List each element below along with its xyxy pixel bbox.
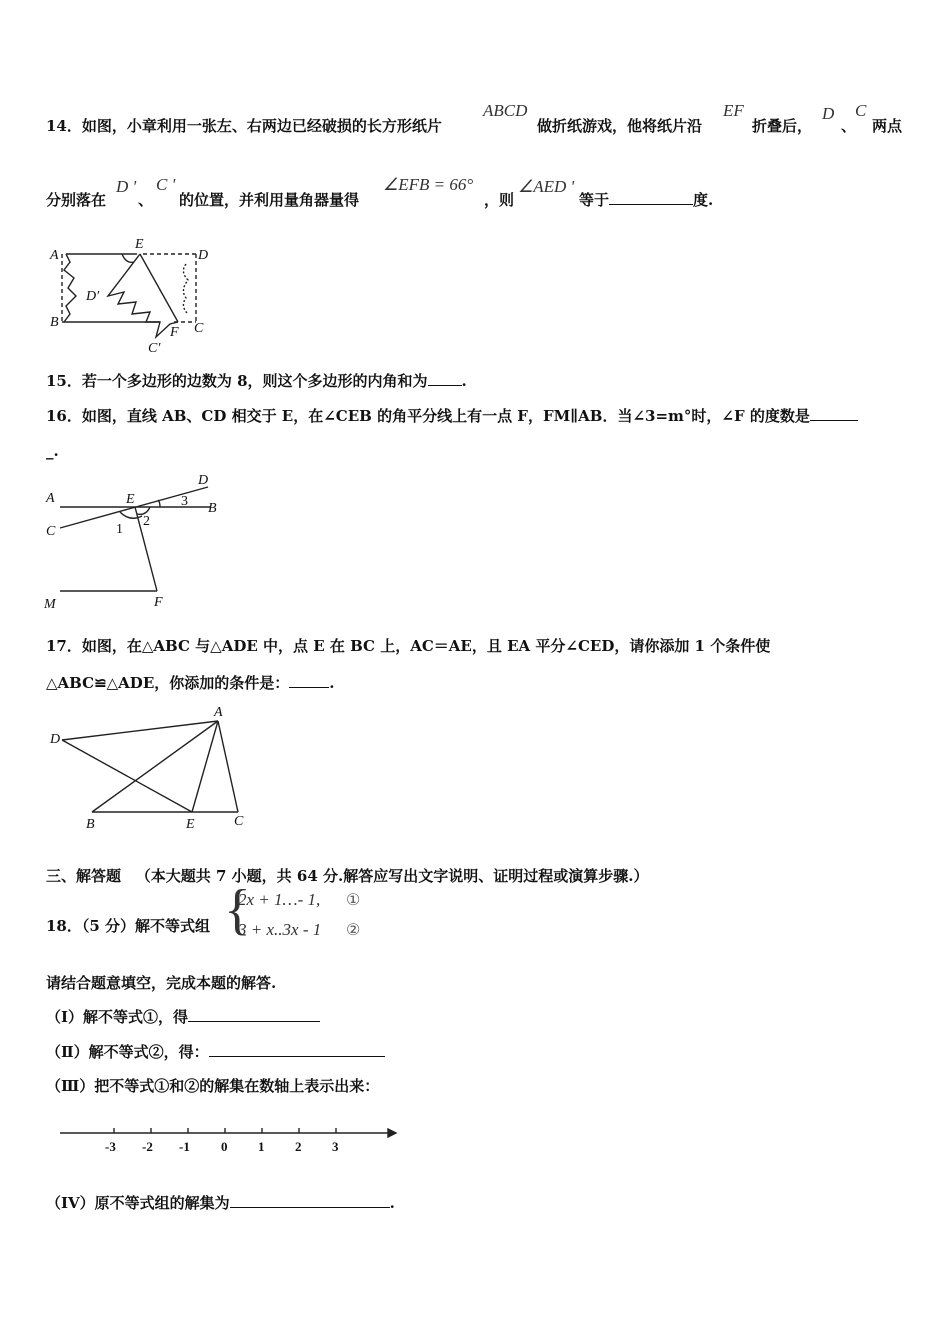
q14-label-e: E	[135, 237, 144, 252]
number-line-label: 3	[332, 1139, 339, 1154]
q18-step4-blank[interactable]	[230, 1193, 390, 1208]
q14-label-d: D	[198, 248, 209, 263]
q16-label-2: 2	[143, 514, 150, 529]
q18-prompt: 请结合题意填空，完成本题的解答.	[46, 974, 277, 992]
q16-label-e: E	[126, 492, 135, 507]
number-line-label: 0	[221, 1139, 228, 1154]
number-line-label: -1	[179, 1139, 190, 1154]
q18-system-brace: {	[224, 879, 251, 941]
q14-text-4: 两点	[872, 117, 903, 135]
q14-label-f: F	[170, 325, 179, 340]
q17-label-d: D	[50, 732, 61, 747]
q14-text-5: 分别落在	[46, 191, 107, 209]
q18-ineq2: 3 + x..3x - 1	[238, 920, 322, 939]
q15-line: 15．若一个多边形的边数为 8，则这个多边形的内角和为 .	[46, 372, 467, 390]
q14-text-2: 做折纸游戏，他将纸片沿	[537, 117, 703, 135]
q18-step3: （Ⅲ）把不等式①和②的解集在数轴上表示出来：	[46, 1077, 380, 1095]
q16-label-c: C	[46, 524, 56, 539]
q18-mark1: ①	[346, 890, 361, 909]
q16-label-d: D	[198, 473, 209, 488]
q14-math-ef: EF	[723, 101, 744, 120]
number-line-label: 2	[295, 1139, 302, 1154]
q18-prefix: 18．（5 分）解不等式组	[46, 917, 211, 935]
number-line-label: -3	[105, 1139, 116, 1154]
q14-text-3: 折叠后，	[752, 117, 813, 135]
q14-math-abcd: ABCD	[483, 101, 528, 120]
q14-number: 14．	[46, 117, 82, 135]
q16-label-a: A	[46, 491, 55, 506]
q14-line1: 14．如图，小章利用一张左、右两边已经破损的长方形纸片	[46, 117, 442, 135]
q16-label-f: F	[154, 595, 163, 610]
q14-math-c: C	[855, 101, 867, 120]
q17-label-a: A	[214, 705, 223, 720]
q17-label-b: B	[86, 817, 95, 832]
q14-sep2: 、	[138, 191, 154, 209]
q14-label-c: C	[194, 321, 204, 336]
number-line-label: 1	[258, 1139, 265, 1154]
q18-step1: （I）解不等式①，得	[46, 1006, 320, 1027]
q14-math-dprime: D '	[116, 177, 137, 196]
q14-label-dprime: D′	[86, 289, 100, 304]
q14-math-aed: ∠AED '	[518, 177, 575, 196]
q16-line2: _.	[46, 442, 59, 460]
q14-math-angle: ∠EFB = 66°	[383, 175, 474, 194]
q14-line2-tail: 等于 度.	[579, 191, 714, 209]
number-line-arrow	[388, 1129, 396, 1137]
q18-ineq1: 2x + 1…- 1,	[238, 890, 321, 909]
q17-line1: 17．如图，在△ABC 与△ADE 中，点 E 在 BC 上，AC＝AE，且 EA 平分∠CED，请你添加 1 个条件使	[46, 637, 771, 655]
q14-sep1: 、	[841, 117, 857, 135]
q14-math-d: D	[822, 104, 835, 123]
q14-label-cprime: C′	[148, 341, 161, 356]
q18-step4: （IV）原不等式组的解集为 .	[46, 1194, 395, 1212]
q16-label-1: 1	[116, 522, 123, 537]
q18-step2: （Ⅱ）解不等式②，得：	[46, 1041, 385, 1062]
number-line-label: -2	[142, 1139, 153, 1154]
q14-text-7: ，则	[484, 191, 515, 209]
section3-note: （本大题共 7 小题，共 64 分.解答应写出文字说明、证明过程或演算步骤.）	[135, 867, 649, 885]
number-line-ticks	[105, 1128, 339, 1154]
q14-label-a: A	[50, 248, 59, 263]
q14-text-6: 的位置，并利用量角器量得	[179, 191, 360, 209]
q16-label-3: 3	[181, 494, 188, 509]
q17-line2: △ABC≌△ADE，你添加的条件是： .	[46, 674, 335, 692]
q16-label-m: M	[44, 597, 56, 612]
q14-label-b: B	[50, 315, 59, 330]
q17-label-e: E	[186, 817, 195, 832]
q18-mark2: ②	[346, 920, 361, 939]
q16-label-b: B	[208, 501, 217, 516]
q14-math-cprime: C '	[156, 175, 176, 194]
section3-title: 三、解答题	[46, 867, 122, 885]
q17-label-c: C	[234, 814, 244, 829]
q16-line1: 16．如图，直线 AB、CD 相交于 E，在∠CEB 的角平分线上有一点 F，FM∥AB．当∠3=m°时，∠F 的度数是	[46, 405, 858, 426]
